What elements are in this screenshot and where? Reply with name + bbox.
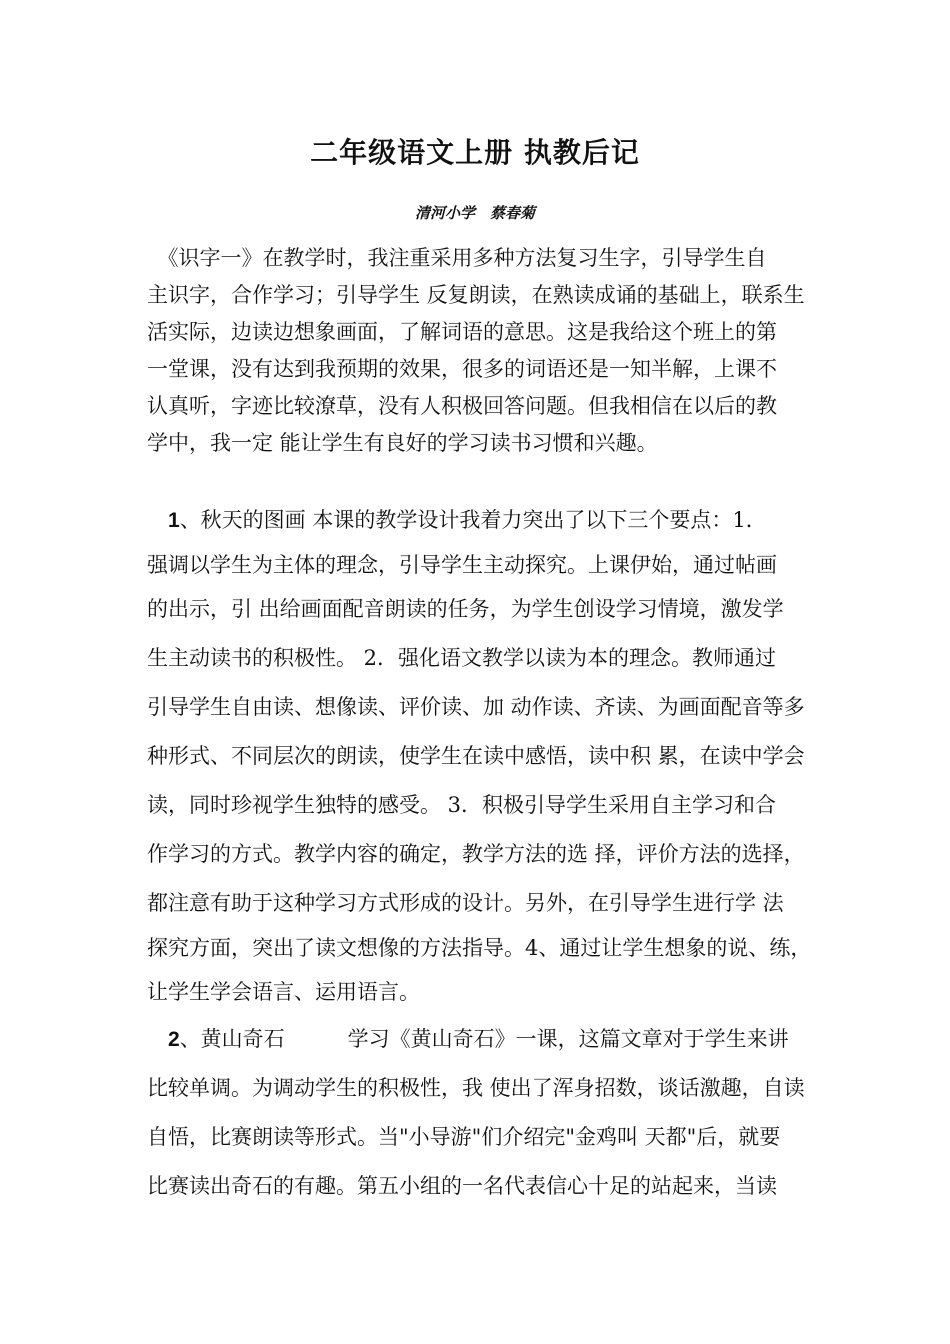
paragraph-line: 读，同时珍视学生独特的感受。 3．积极引导学生采用自主学习和合 xyxy=(147,793,777,817)
paragraph-line: 种形式、不同层次的朗读，使学生在读中感悟，读中积 累，在读中学会 xyxy=(147,744,805,768)
paragraph-huangshan-rocks xyxy=(147,1015,811,1211)
paragraph-line: 认真听，字迹比较潦草，没有人积极回答问题。但我相信在以后的教 xyxy=(147,394,777,418)
paragraph-line: 主识字，合作学习；引导学生 反复朗读，在熟读成诵的基础上，联系生 xyxy=(147,283,805,307)
paragraph-line: 的出示，引 出给画面配音朗读的任务，为学生创设学习情境，激发学 xyxy=(147,597,784,621)
paragraph-line: 作学习的方式。教学内容的确定，教学方法的选 择，评价方法的选择， xyxy=(147,842,805,866)
paragraph-line-text: 、黄山奇石 学习《黄山奇石》一课，这篇文章对于学生来讲 xyxy=(179,1027,789,1051)
paragraph-line xyxy=(147,496,811,545)
paragraph-line: 比较单调。为调动学生的积极性，我 使出了浑身招数，谈话激趣，自读 xyxy=(147,1076,805,1100)
paragraph-line: 强调以学生为主体的理念，引导学生主动探究。上课伊始，通过帖画 xyxy=(147,553,777,577)
paragraph-line: 学中，我一定 能让学生有良好的学习读书习惯和兴趣。 xyxy=(147,431,658,455)
document-author: 清河小学 蔡春菊 xyxy=(414,204,535,222)
paragraph-line: 一堂课，没有达到我预期的效果，很多的词语还是一知半解，上课不 xyxy=(147,357,777,381)
paragraph-line: 引导学生自由读、想像读、评价读、加 动作读、齐读、为画面配音等多 xyxy=(147,695,805,719)
paragraph-line: 自悟，比赛朗读等形式。当"小导游"们介绍完"金鸡叫 天都"后，就要 xyxy=(147,1125,781,1149)
document-title: 二年级语文上册 执教后记 xyxy=(310,136,640,169)
paragraph-line-text: 、秋天的图画 本课的教学设计我着力突出了以下三个要点：1． xyxy=(179,508,767,532)
section-number: 1 xyxy=(168,509,180,532)
paragraph-line: 比赛读出奇石的有趣。第五小组的一名代表信心十足的站起来，当读 xyxy=(147,1174,777,1198)
paragraph-literacy-one xyxy=(147,240,811,462)
paragraph-line: 让学生学会语言、运用语言。 xyxy=(147,980,420,1004)
paragraph-line: 探究方面，突出了读文想像的方法指导。4、通过让学生想象的说、练， xyxy=(147,936,811,960)
paragraph-line: 《识字一》在教学时，我注重采用多种方法复习生字，引导学生自 xyxy=(147,246,767,270)
paragraph-line xyxy=(147,1015,811,1064)
paragraph-line: 都注意有助于这种学习方式形成的设计。另外，在引导学生进行学 法 xyxy=(147,891,784,915)
paragraph-line: 生主动读书的积极性。 2．强化语文教学以读为本的理念。教师通过 xyxy=(147,646,777,670)
paragraph-line: 活实际，边读边想象画面，了解词语的意思。这是我给这个班上的第 xyxy=(147,320,777,344)
section-number: 2 xyxy=(168,1028,180,1051)
paragraph-autumn-picture xyxy=(147,496,811,1017)
